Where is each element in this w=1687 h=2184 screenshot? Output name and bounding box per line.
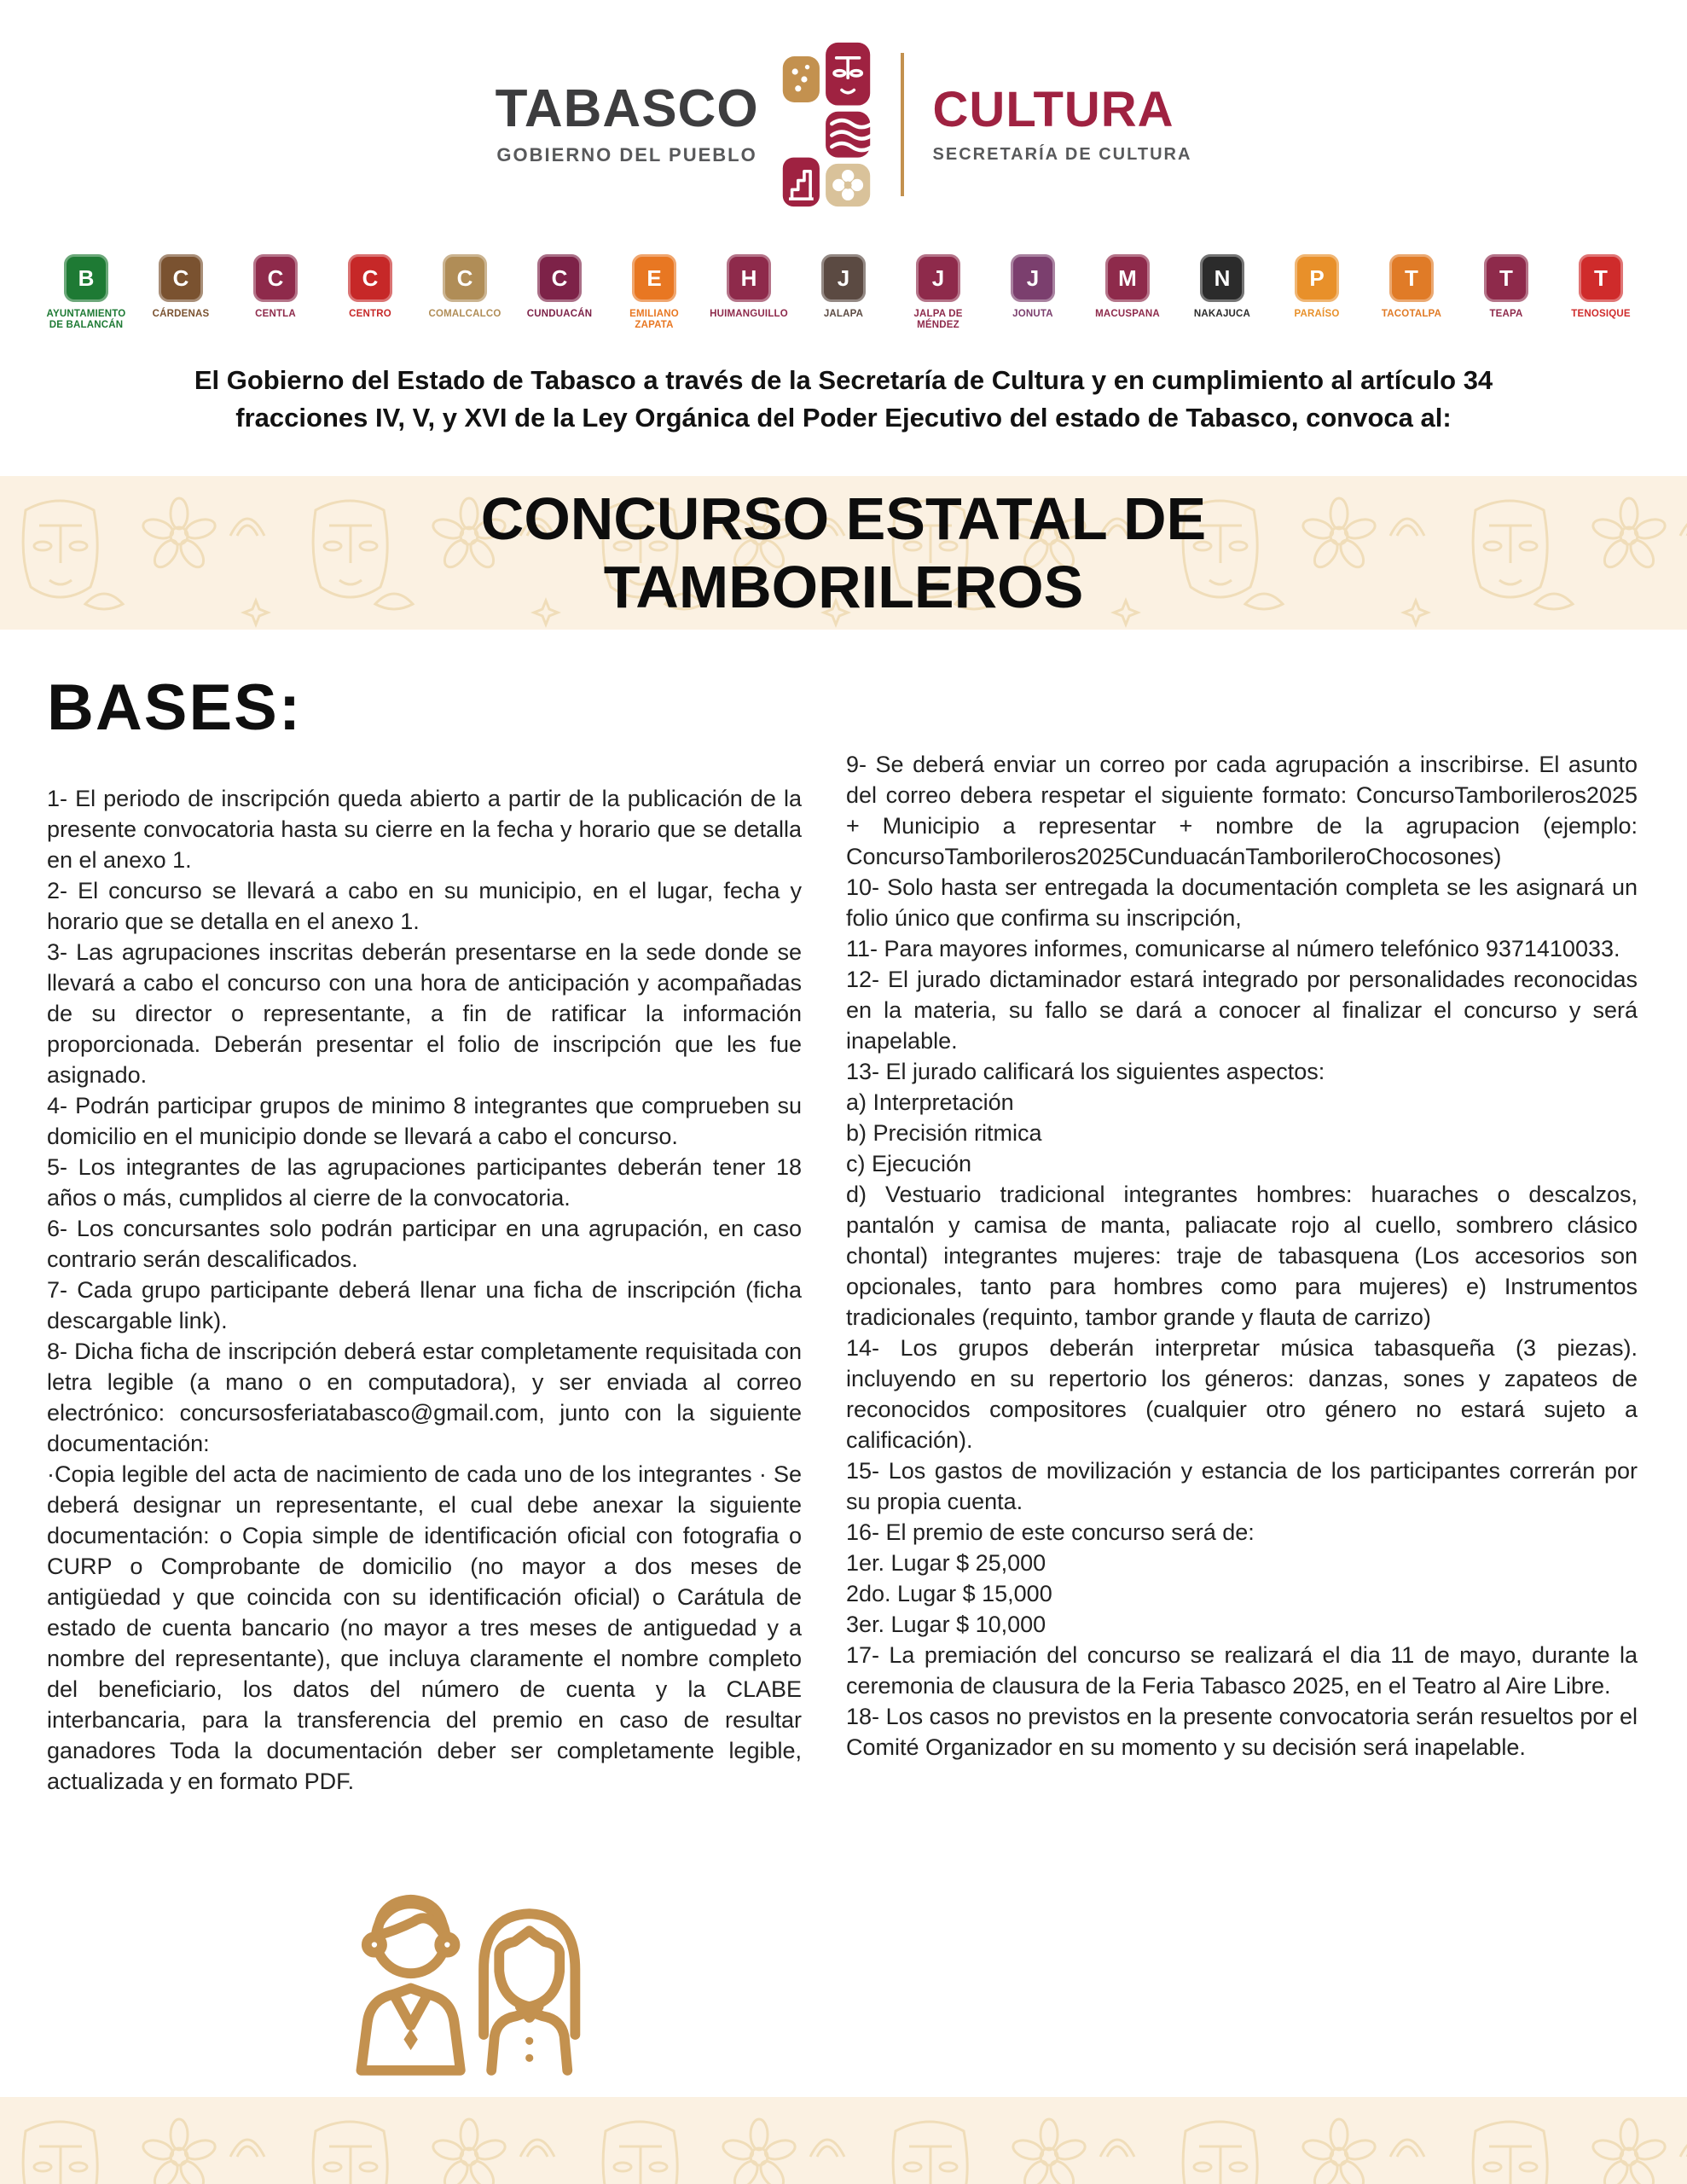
municipal-crest-icon: T — [1579, 254, 1623, 302]
municipal-crest-icon: H — [727, 254, 771, 302]
municipal-logo-label: CUNDUACÁN — [526, 309, 593, 319]
bases-left-column — [47, 671, 802, 1797]
title-banner — [0, 476, 1687, 630]
bases-item: d) Vestuario tradicional integrantes hombres: huaraches o descalzos, pantalón y camisa de manta, paliacate rojo al cuello, sombrero clásico chontal) integrantes mujeres: traje de tabasquena (Los accesorios son opcionales, tanto para hombres como para mujeres) e) Instrumentos tradicionales (requinto, tambor grande y flauta de carrizo) — [846, 1182, 1638, 1330]
bases-item: 6- Los concursantes solo podrán participar en una agrupación, en caso contrario serán descalificados. — [47, 1216, 802, 1272]
intro-text: El Gobierno del Estado de Tabasco a través de la Secretaría de Cultura y en cumplimiento al artículo 34 fracciones IV, V, y XVI de la Ley Orgánica del Poder Ejecutivo del estado de Tabasco, convoca al: — [194, 365, 1493, 433]
municipal-crest-icon: E — [632, 254, 676, 302]
bases-item: 4- Podrán participar grupos de minimo 8 integrantes que comprueben su domicilio en el municipio donde se llevará a cabo el concurso. — [47, 1093, 802, 1149]
tabasco-logo — [495, 79, 759, 166]
municipal-logo — [705, 254, 792, 320]
bases-item: 7- Cada grupo participante deberá llenar una ficha de inscripción (ficha descargable link). — [47, 1277, 802, 1333]
header-brand — [0, 41, 1687, 208]
bases-item: 17- La premiación del concurso se realizará el dia 11 de mayo, durante la ceremonia de clausura de la Feria Tabasco 2025, en el Teatro al Aire Libre. — [846, 1642, 1638, 1699]
municipal-logo — [1557, 254, 1644, 320]
footer-pattern — [0, 2097, 1687, 2184]
municipal-crest-icon: J — [821, 254, 866, 302]
municipal-logo-label: TEAPA — [1489, 309, 1523, 319]
municipal-crest-icon: C — [537, 254, 582, 302]
brand-divider — [901, 53, 904, 196]
municipal-logo-label: CÁRDENAS — [152, 309, 210, 319]
two-people-icon — [339, 1870, 595, 2080]
municipal-crest-icon: T — [1484, 254, 1528, 302]
municipal-crest-icon: P — [1295, 254, 1339, 302]
bases-item: 3- Las agrupaciones inscritas deberán presentarse en la sede donde se llevará a cabo el concurso con una hora de anticipación y acompañadas de su director o representante, a fin de ratificar la información proporcionada. Deberán presentar el folio de inscripción que les fue asignado. — [47, 939, 802, 1088]
bases-item: 15- Los gastos de movilización y estancia de los participantes correrán por su propia cuenta. — [846, 1458, 1638, 1514]
municipal-logo — [137, 254, 224, 320]
poster-title — [0, 476, 1687, 621]
bases-right — [846, 749, 1638, 1763]
municipal-crest-icon: B — [64, 254, 108, 302]
bases-heading: BASES: — [47, 671, 303, 744]
municipal-logo-label: CENTRO — [349, 309, 391, 319]
bases-left — [47, 783, 802, 1797]
municipal-logo — [232, 254, 319, 320]
bases-item: b) Precisión ritmica — [846, 1120, 1042, 1146]
municipal-logo-label: TACOTALPA — [1381, 309, 1442, 319]
municipal-logo — [895, 254, 982, 331]
municipal-logo-label: AYUNTAMIENTO DE BALANCÁN — [46, 309, 126, 331]
municipal-crest-icon: J — [916, 254, 960, 302]
municipal-logo-label: COMALCALCO — [428, 309, 501, 319]
municipal-logo — [1273, 254, 1360, 320]
municipal-crest-icon: C — [253, 254, 298, 302]
municipal-logo — [1463, 254, 1550, 320]
municipal-logo-label: MACUSPANA — [1095, 309, 1160, 319]
municipal-logo-label: NAKAJUCA — [1193, 309, 1251, 319]
bases-item: ·Copia legible del acta de nacimiento de cada uno de los integrantes · Se deberá designar un representante, el cual debe anexar la siguiente documentación: o Copia simple de identificación oficial con fotografia o CURP o Comprobante de domicilio (no mayor a dos meses de antigüedad y que coincida con su identificación oficial) o Carátula de estado de cuenta bancario (no mayor a tres meses de antiguedad y a nombre del representante), que incluya claramente el nombre completo del beneficiario, los datos del número de cuenta y la CLABE interbancaria, para la transferencia del premio en caso de resultar ganadores Toda la documentación deber ser completamente legible, actualizada y en formato PDF. — [47, 1461, 802, 1794]
municipal-crest-icon: N — [1200, 254, 1244, 302]
bases-section — [47, 671, 1638, 1797]
municipal-logo — [516, 254, 603, 320]
municipal-crest-icon: C — [348, 254, 392, 302]
bases-item: 5- Los integrantes de las agrupaciones participantes deberán tener 18 años o más, cumplidos al cierre de la convocatoria. — [47, 1154, 802, 1211]
cultura-wordmark: CULTURA — [932, 81, 1174, 137]
tabasco-wordmark: TABASCO — [495, 79, 759, 138]
tabasco-tagline: GOBIERNO DEL PUEBLO — [496, 144, 757, 166]
bases-item: 1er. Lugar $ 25,000 — [846, 1550, 1046, 1576]
cultura-tagline: SECRETARÍA DE CULTURA — [932, 144, 1192, 164]
municipal-logos — [43, 254, 1644, 331]
bases-item: 2- El concurso se llevará a cabo en su municipio, en el lugar, fecha y horario que se detalla en el anexo 1. — [47, 878, 802, 934]
municipal-logo-label: PARAÍSO — [1294, 309, 1340, 319]
cultura-logo — [932, 81, 1192, 165]
bases-item: 14- Los grupos deberán interpretar música tabasqueña (3 piezas). incluyendo en su repertorio los géneros: danzas, sones y zapateos de reconocidos compositores (cualquier otro género no estará sujeto a calificación). — [846, 1335, 1638, 1453]
bases-item: 13- El jurado calificará los siguientes aspectos: — [846, 1059, 1325, 1084]
municipal-logo — [1179, 254, 1266, 320]
footer-pattern-band — [0, 2097, 1687, 2184]
municipal-logo — [43, 254, 130, 331]
municipal-crest-icon: T — [1389, 254, 1434, 302]
municipal-logo — [800, 254, 887, 320]
municipal-logo-label: EMILIANO ZAPATA — [629, 309, 679, 331]
bases-item: 2do. Lugar $ 15,000 — [846, 1581, 1052, 1606]
municipal-logo — [611, 254, 698, 331]
municipal-crest-icon: J — [1011, 254, 1055, 302]
bases-item: 1- El periodo de inscripción queda abierto a partir de la publicación de la presente convocatoria hasta su cierre en la fecha y horario que se detalla en el anexo 1. — [47, 786, 802, 873]
municipal-logo — [327, 254, 414, 320]
bases-item: c) Ejecución — [846, 1151, 972, 1176]
bases-item: 16- El premio de este concurso será de: — [846, 1519, 1255, 1545]
poster-title-line2: TAMBORILEROS — [603, 554, 1084, 620]
municipal-logo — [1368, 254, 1455, 320]
bases-item: 11- Para mayores informes, comunicarse al número telefónico 9371410033. — [846, 936, 1620, 961]
municipal-logo-label: HUIMANGUILLO — [710, 309, 788, 319]
municipal-crest-icon: C — [159, 254, 203, 302]
municipal-crest-icon: C — [443, 254, 487, 302]
bases-item: a) Interpretación — [846, 1089, 1014, 1115]
municipal-logo-label: JALAPA — [823, 309, 864, 319]
tabasco-glyph-icon — [781, 41, 872, 208]
municipal-crest-icon: M — [1105, 254, 1150, 302]
bases-item: 12- El jurado dictaminador estará integrado por personalidades reconocidas en la materia, su fallo se dará a conocer al finalizar el concurso y será inapelable. — [846, 967, 1638, 1054]
poster-title-line1: CONCURSO ESTATAL DE — [480, 485, 1207, 552]
bases-item: 3er. Lugar $ 10,000 — [846, 1612, 1046, 1637]
municipal-logo — [1084, 254, 1171, 320]
municipal-logo-label: JALPA DE MÉNDEZ — [913, 309, 963, 331]
bases-item: 8- Dicha ficha de inscripción deberá estar completamente requisitada con letra legible (a mano o en computadora), y ser enviada al correo electrónico: concursosferiatabasco@gmail.com, junto con la siguiente documentación: — [47, 1339, 802, 1456]
municipal-logo-label: JONUTA — [1012, 309, 1053, 319]
bases-item: 10- Solo hasta ser entregada la documentación completa se les asignará un folio único que confirma su inscripción, — [846, 874, 1638, 931]
bases-item: 9- Se deberá enviar un correo por cada agrupación a inscribirse. El asunto del correo debera respetar el siguiente formato: ConcursoTamborileros2025 + Municipio a representar + nombre de la agrupacion (ejemplo: ConcursoTamborileros2025CunduacánTamborileroChocosones) — [846, 752, 1638, 869]
municipal-logo — [989, 254, 1076, 320]
municipal-logo-label: CENTLA — [255, 309, 296, 319]
municipal-logo — [421, 254, 508, 320]
bases-item: 18- Los casos no previstos en la presente convocatoria serán resueltos por el Comité Organizador en su momento y su decisión será inapelable. — [846, 1704, 1638, 1760]
municipal-logo-label: TENOSIQUE — [1571, 309, 1631, 319]
bases-right-column — [846, 676, 1638, 1797]
